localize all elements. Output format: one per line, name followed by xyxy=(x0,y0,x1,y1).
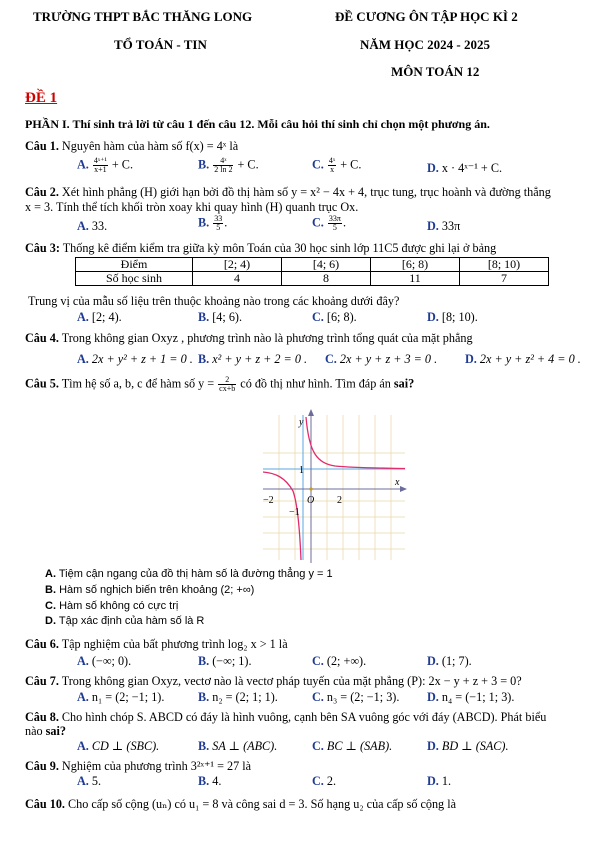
y-axis-arrow-icon xyxy=(308,409,314,416)
option-label: D. xyxy=(427,310,439,324)
tick-label-2: 2 xyxy=(337,495,342,506)
option-label: C. xyxy=(312,739,324,753)
option-label: B. xyxy=(198,690,210,704)
option-label: C. xyxy=(312,774,324,788)
question-label: Câu 5. xyxy=(25,376,59,391)
option-text: 33. xyxy=(91,219,108,233)
option-label: C. xyxy=(312,215,324,230)
option-text: 2x + y² + z + 1 = 0 . xyxy=(91,352,193,366)
school-year: NĂM HỌC 2024 - 2025 xyxy=(360,37,490,52)
origin-label: O xyxy=(307,495,315,506)
option-label: D. xyxy=(427,739,439,753)
q6-option-d[interactable] xyxy=(427,654,472,669)
option-label: B. xyxy=(198,157,210,172)
option-label: D. xyxy=(427,654,439,668)
option-label: B. xyxy=(198,774,210,788)
q9-option-a[interactable] xyxy=(77,774,101,789)
q2-option-a[interactable] xyxy=(77,219,107,234)
option-text: n₁ = (2; −1; 1). xyxy=(91,690,165,704)
question-text: Trong không gian Oxyz , phương trình nào là phương trình tổng quát của mặt phẳng xyxy=(61,331,473,345)
question-text: Thống kê điểm kiểm tra giữa kỳ môn Toán của 30 học sinh lớp 11C5 được ghi lại ở bảng xyxy=(62,241,497,255)
x-axis-arrow-icon xyxy=(400,486,407,492)
option-text: x · 4ˣ⁻¹ + C. xyxy=(441,161,502,175)
option-label: C. xyxy=(312,690,324,704)
question-6 xyxy=(25,637,288,652)
q6-option-b[interactable] xyxy=(198,654,252,669)
option-label: D. xyxy=(427,219,439,233)
question-7 xyxy=(25,674,522,689)
option-text: (2; +∞). xyxy=(326,654,367,668)
question-text: Tìm hệ số a, b, c để hàm số y = xyxy=(61,376,215,391)
option-text: n₄ = (−1; 1; 3). xyxy=(441,690,515,704)
origin-point xyxy=(309,487,312,490)
option-text: 1. xyxy=(441,774,452,788)
q6-option-c[interactable] xyxy=(312,654,366,669)
option-label: A. xyxy=(77,157,89,172)
option-text: + C. xyxy=(237,157,259,172)
option-label: A. xyxy=(77,654,89,668)
q4-option-a[interactable] xyxy=(77,352,193,367)
option-text: n₂ = (2; 1; 1). xyxy=(212,690,278,704)
q9-option-b[interactable] xyxy=(198,774,221,789)
q5-option-a[interactable] xyxy=(45,568,333,580)
option-text: + C. xyxy=(340,157,362,172)
table-cell: Số học sinh xyxy=(76,272,193,286)
q6-option-a[interactable] xyxy=(77,654,131,669)
option-label: A. xyxy=(77,219,89,233)
question-label: Câu 10. xyxy=(25,797,65,811)
tick-label-minus-1: −1 xyxy=(289,507,300,518)
question-text-tail: có đồ thị như hình. Tìm đáp án xyxy=(240,376,391,391)
option-label: B. xyxy=(198,352,210,366)
option-text: Hàm số nghịch biến trên khoảng (2; +∞) xyxy=(59,584,255,596)
q5-option-b[interactable] xyxy=(45,584,254,596)
option-text: [6; 8). xyxy=(326,310,357,324)
option-text: Tập xác định của hàm số là R xyxy=(58,615,205,627)
option-label: A. xyxy=(77,310,89,324)
q9-option-d[interactable] xyxy=(427,774,451,789)
q8-option-d[interactable] xyxy=(427,739,509,754)
question-emphasis: sai? xyxy=(393,376,415,391)
department-name: TỔ TOÁN - TIN xyxy=(114,37,207,52)
option-text: Hàm số không có cực trị xyxy=(59,600,179,612)
y-axis-label: y xyxy=(299,417,304,428)
question-text: Tập nghiệm của bất phương trình log₂ x > 1 là xyxy=(61,637,288,651)
question-text: Cho hình chóp S. ABCD có đáy là hình vuông, cạnh bên SA vuông góc với đáy (ABCD). Phát biểu xyxy=(61,710,547,724)
question-9 xyxy=(25,759,251,774)
option-text: BC ⊥ (SAB). xyxy=(326,739,393,753)
tick-label-1: 1 xyxy=(299,465,304,476)
fraction: $\frac{\text{4ˣ⁺¹}}{x+1}$ xyxy=(93,156,107,174)
q7-option-d[interactable] xyxy=(427,690,514,705)
option-label: C. xyxy=(45,600,56,612)
fraction: $\frac{33\pi}{5}$ xyxy=(328,214,341,232)
question-10 xyxy=(25,797,456,812)
question-text: Xét hình phẳng (H) giới hạn bởi đồ thị hàm số y = x² − 4x + 4, trục tung, trục hoành và đường thẳng xyxy=(61,185,551,199)
option-label: D. xyxy=(45,615,56,627)
option-text: (−∞; 1). xyxy=(212,654,252,668)
option-text: [4; 6). xyxy=(212,310,243,324)
q1-option-c[interactable] xyxy=(312,157,361,174)
graph-branch-right xyxy=(306,417,405,469)
option-label: B. xyxy=(198,215,210,230)
question-text: Cho cấp số cộng (uₙ) có u₁ = 8 và công sai d = 3. Số hạng u₂ của cấp số cộng là xyxy=(68,797,456,811)
grid-lines xyxy=(263,415,405,560)
option-label: D. xyxy=(427,774,439,788)
q5-option-c[interactable] xyxy=(45,600,178,612)
table-cell: 8 xyxy=(282,272,371,286)
q7-option-c[interactable] xyxy=(312,690,399,705)
school-name: TRƯỜNG THPT BẮC THĂNG LONG xyxy=(33,9,253,24)
table-cell: [6; 8) xyxy=(371,258,460,272)
option-text: n₃ = (2; −1; 3). xyxy=(326,690,400,704)
option-label: C. xyxy=(312,654,324,668)
table-row xyxy=(76,272,549,286)
part-heading: PHẦN I. Thí sinh trả lời từ câu 1 đến câu 12. Mỗi câu hỏi thí sinh chỉ chọn một phương án. xyxy=(25,117,490,131)
q4-option-d[interactable] xyxy=(465,352,581,367)
question-label: Câu 8. xyxy=(25,710,59,724)
option-text: BD ⊥ (SAC). xyxy=(441,739,509,753)
q1-option-d[interactable] xyxy=(427,161,502,176)
q1-option-a[interactable] xyxy=(77,157,133,174)
option-text: SA ⊥ (ABC). xyxy=(212,739,278,753)
option-label: A. xyxy=(77,690,89,704)
table-cell: [4; 6) xyxy=(282,258,371,272)
exam-number: ĐỀ 1 xyxy=(25,90,58,106)
option-label: A. xyxy=(77,774,89,788)
q5-option-d[interactable] xyxy=(45,615,204,627)
option-text: CD ⊥ (SBC). xyxy=(91,739,160,753)
option-label: D. xyxy=(465,352,477,366)
option-label: C. xyxy=(325,352,337,366)
document-title: ĐỀ CƯƠNG ÔN TẬP HỌC KÌ 2 xyxy=(335,9,518,24)
q7-option-a[interactable] xyxy=(77,690,164,705)
q3-option-c[interactable] xyxy=(312,310,357,325)
option-label: C. xyxy=(312,157,324,172)
table-cell: [8; 10) xyxy=(460,258,549,272)
option-label: B. xyxy=(45,584,56,596)
question-8-line2: nào sai? xyxy=(25,724,66,738)
q3-option-d[interactable] xyxy=(427,310,478,325)
option-label: D. xyxy=(427,161,439,175)
fraction: $\frac{33}{5}$ xyxy=(214,214,223,232)
option-text: 4. xyxy=(212,774,222,788)
question-label: Câu 3: xyxy=(25,241,60,255)
question-2 xyxy=(25,185,551,200)
function-graph xyxy=(255,405,415,565)
question-text: Trong không gian Oxyz, vectơ nào là vectơ pháp tuyến của mặt phẳng (P): 2x − y + z + 3 = 0? xyxy=(61,674,522,688)
question-5 xyxy=(25,376,414,393)
q4-option-b[interactable] xyxy=(198,352,307,367)
table-cell: 4 xyxy=(193,272,282,286)
option-text: 33π xyxy=(441,219,461,233)
table-cell: 7 xyxy=(460,272,549,286)
option-label: A. xyxy=(77,739,89,753)
q8-option-c[interactable] xyxy=(312,739,392,754)
question-3 xyxy=(25,241,496,256)
q7-option-b[interactable] xyxy=(198,690,278,705)
option-label: B. xyxy=(198,654,210,668)
q2-option-b[interactable]: B. $\frac{33}{5}$ . xyxy=(198,214,228,232)
q4-option-c[interactable] xyxy=(325,352,437,367)
table-cell: [2; 4) xyxy=(193,258,282,272)
option-text: [8; 10). xyxy=(441,310,478,324)
table-cell: Điểm xyxy=(76,258,193,272)
option-label: B. xyxy=(198,739,210,753)
option-text: + C. xyxy=(111,157,133,172)
option-label: C. xyxy=(312,310,324,324)
fraction: $\frac{\text{4ˣ}}{2 \ln 2}$ xyxy=(214,156,233,174)
option-label: B. xyxy=(198,310,210,324)
table-cell: 11 xyxy=(371,272,460,286)
question-1 xyxy=(25,139,238,154)
score-table xyxy=(75,257,549,286)
question-4 xyxy=(25,331,473,346)
option-text: (1; 7). xyxy=(441,654,472,668)
option-label: D. xyxy=(427,690,439,704)
q2-option-d[interactable] xyxy=(427,219,460,234)
q3-option-b[interactable] xyxy=(198,310,242,325)
question-label: Câu 6. xyxy=(25,637,59,651)
option-text: 5. xyxy=(91,774,102,788)
question-2-line2: x = 3. Tính thể tích khối tròn xoay khi quay hình (H) quanh trục Ox. xyxy=(25,200,359,214)
question-label: Câu 4. xyxy=(25,331,59,345)
question-text: Nghiệm của phương trình 3²ˣ⁺¹ = 27 là xyxy=(61,759,252,773)
question-label: Câu 7. xyxy=(25,674,59,688)
tick-label-minus-2: −2 xyxy=(263,495,274,506)
question-emphasis: sai? xyxy=(45,724,66,738)
question-text: Nguyên hàm của hàm số f(x) = 4ˣ là xyxy=(61,139,239,153)
fraction: $\frac{2}{cx+b}$ xyxy=(219,375,236,393)
question-8 xyxy=(25,710,546,725)
option-text: 2x + y + z² + 4 = 0 . xyxy=(479,352,581,366)
subject-title: MÔN TOÁN 12 xyxy=(391,64,480,79)
x-axis-label: x xyxy=(395,477,400,488)
fraction: $\frac{\text{4ˣ}}{x}$ xyxy=(328,156,336,174)
option-text: (−∞; 0). xyxy=(91,654,132,668)
option-text: 2x + y + z + 3 = 0 . xyxy=(339,352,438,366)
option-label: A. xyxy=(77,352,89,366)
q8-option-a[interactable] xyxy=(77,739,159,754)
q2-option-c[interactable]: C. $\frac{33\pi}{5}$ . xyxy=(312,214,346,232)
q8-option-b[interactable] xyxy=(198,739,277,754)
q1-option-b[interactable] xyxy=(198,157,259,174)
question-label: Câu 9. xyxy=(25,759,59,773)
table-row xyxy=(76,258,549,272)
question-label: Câu 2. xyxy=(25,185,59,199)
option-text: [2; 4). xyxy=(91,310,122,324)
option-text: 2. xyxy=(326,774,337,788)
option-label: A. xyxy=(45,568,56,580)
q3-option-a[interactable] xyxy=(77,310,122,325)
question-3-prompt: Trung vị của mẫu số liệu trên thuộc khoảng nào trong các khoảng dưới đây? xyxy=(28,294,400,308)
option-text: x² + y + z + 2 = 0 . xyxy=(212,352,308,366)
option-text: Tiệm cận ngang của đồ thị hàm số là đường thẳng y = 1 xyxy=(58,568,333,580)
q9-option-c[interactable] xyxy=(312,774,336,789)
question-label: Câu 1. xyxy=(25,139,59,153)
